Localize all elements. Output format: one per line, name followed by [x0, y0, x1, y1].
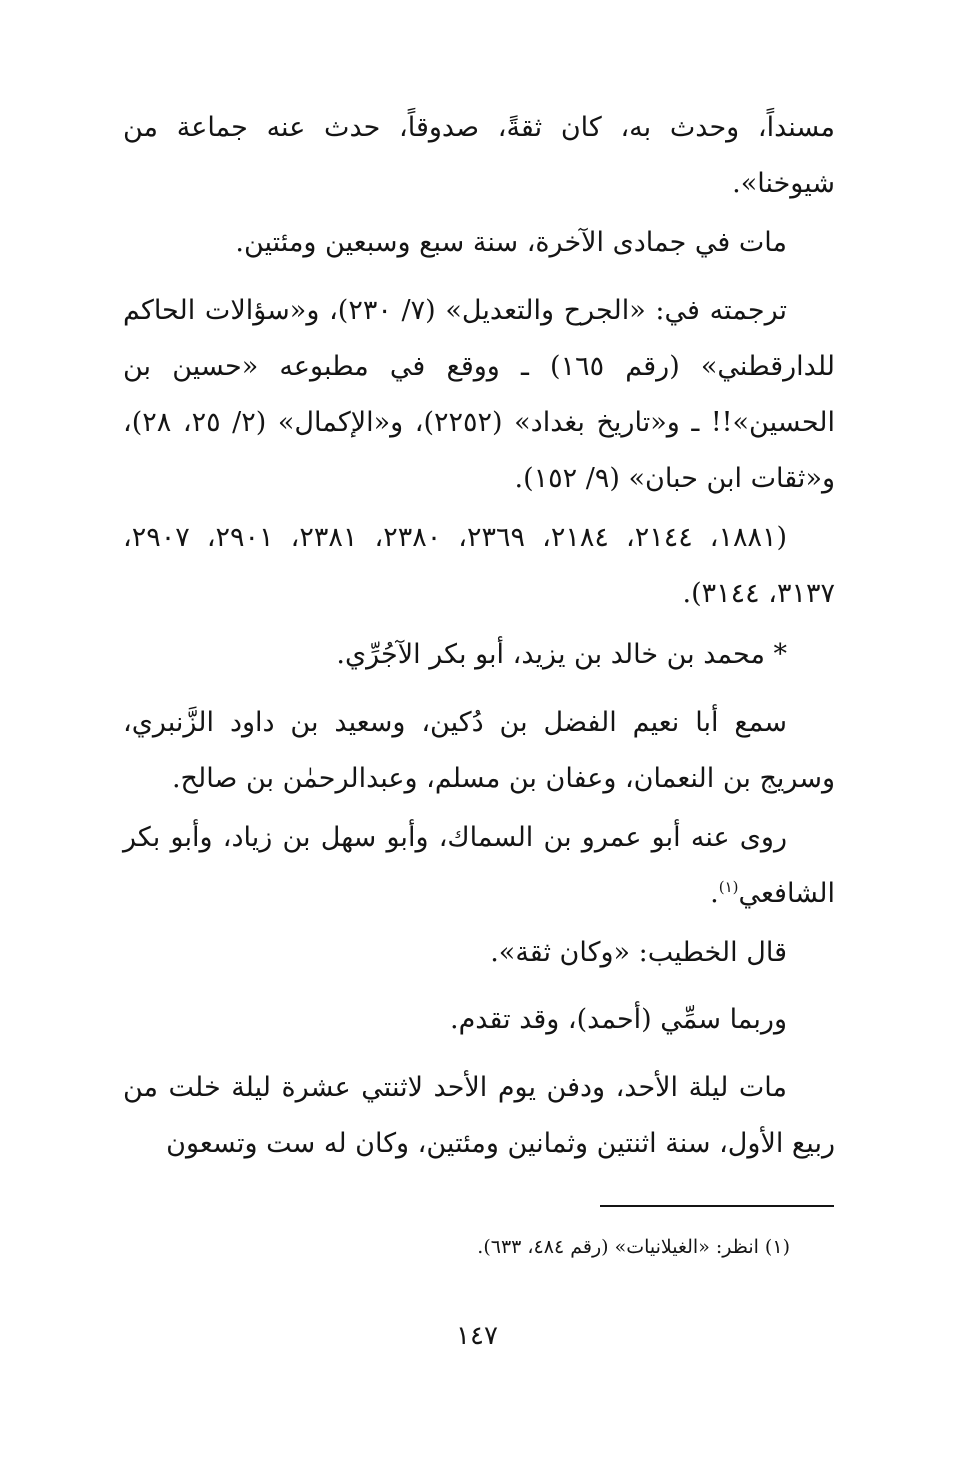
- paragraph-2: مات في جمادى الآخرة، سنة سبع وسبعين ومئتين.: [235, 227, 787, 258]
- paragraph-10: مات ليلة الأحد، ودفن يوم الأحد لاثنتي عشرة ليلة خلت من ربيع الأول، سنة اثنتين وثمانين ومئتين، وكان له ست وتسعون: [123, 1072, 835, 1159]
- paragraph-1: مسنداً، وحدث به، كان ثقةً، صدوقاً، حدث عنه جماعة من شيوخنا».: [123, 112, 835, 199]
- paragraph-5: * محمد بن خالد بن يزيد، أبو بكر الآجُرِّي.: [336, 639, 787, 670]
- paragraph-6: سمع أبا نعيم الفضل بن دُكين، وسعيد بن داود الزَّنبري، وسريج بن النعمان، وعفان بن مسلم، وعبدالرحمٰن بن صالح.: [123, 707, 835, 794]
- footnote-divider: [600, 1205, 834, 1207]
- paragraph-7: [123, 810, 835, 922]
- paragraph-8: قال الخطيب: «وكان ثقة».: [490, 937, 787, 968]
- page-number: ١٤٧: [456, 1321, 498, 1351]
- paragraph-3: ترجمته في: «الجرح والتعديل» (٧/ ٢٣٠)، و«سؤالات الحاكم للدارقطني» (رقم ١٦٥) ـ ووقع في مطبوعه «حسين بن الحسين»!! ـ و«تاريخ بغداد» (٢٢٥٢)، و«الإكمال» (٢/ ٢٥، ٢٨)، و«ثقات ابن حبان» (٩/ ١٥٢).: [123, 295, 836, 494]
- paragraph-9: وربما سمِّي (أحمد)، وقد تقدم.: [449, 1004, 787, 1035]
- paragraph-7-text: روى عنه أبو عمرو بن السماك، وأبو سهل بن زياد، وأبو بكر الشافعي: [123, 822, 835, 909]
- paragraph-4: (١٨٨١، ٢١٤٤، ٢١٨٤، ٢٣٦٩، ٢٣٨٠، ٢٣٨١، ٢٩٠١، ٢٩٠٧، ٣١٣٧، ٣١٤٤).: [123, 522, 835, 609]
- paragraph-7-end: .: [710, 878, 719, 909]
- footnote-reference: (١): [718, 878, 739, 896]
- footnote: (١) انظر: «الغيلانيات» (رقم ٤٨٤، ٦٣٣).: [477, 1236, 790, 1258]
